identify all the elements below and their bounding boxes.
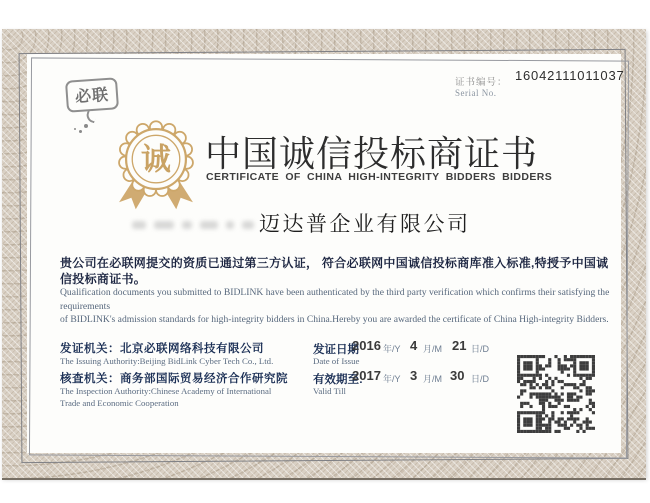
issuing-authority-zh (60, 340, 264, 356)
issuing-authority-label: 发证机关： (60, 343, 120, 355)
certificate-frame (2, 29, 646, 478)
valid-till-label-zh: 有效期至: (313, 374, 363, 386)
serial-label-en: Serial No. (455, 88, 497, 98)
issuing-authority-en: The Issuing Authority:Beijing BidLink Cyber Tech Co., Ltd. (60, 356, 274, 366)
inspection-authority-en-line1: The Inspection Authority:Chinese Academy of International (60, 386, 272, 396)
issue-date-year-unit: 年/Y (383, 344, 401, 354)
certificate-title: 中国诚信投标商证书 (205, 133, 539, 174)
redacted-text-smudge (226, 221, 234, 229)
issuing-authority-value: 北京必联网络科技有限公司 (120, 343, 264, 355)
redacted-text-smudge (242, 221, 254, 229)
body-text-en (60, 286, 620, 327)
body-text-en-line2: of BIDLINK's admission standards for high-integrity bidders in China.Hereby you are awarded the certificate of China High-integrity Bidders. (60, 314, 609, 325)
issue-date-month: 4 (410, 338, 418, 353)
issue-date-month-unit: 月/M (423, 344, 442, 354)
issue-date-label-zh: 发证日期 (313, 344, 359, 356)
redacted-text-smudge (132, 221, 146, 229)
issue-date-day: 21 (452, 338, 467, 353)
redacted-text-smudge (182, 221, 192, 229)
redacted-text-smudge (154, 221, 174, 229)
bubble-dot-icon (84, 124, 88, 128)
issue-date-day-unit: 日/D (471, 344, 490, 354)
valid-till-day-unit: 日/D (471, 374, 490, 384)
qr-code-icon (517, 355, 595, 433)
inspection-authority-label: 核查机关： (60, 373, 120, 385)
valid-till-year: 2017 (352, 368, 381, 383)
valid-till-day: 30 (450, 368, 465, 383)
body-text-zh: 贵公司在必联网提交的资质已通过第三方认证， 符合必联网中国诚信投标商库准入标准,特授予中国诚信投标商证书。 (60, 256, 609, 286)
issue-date-year: 2016 (352, 338, 381, 353)
company-name: 迈达普企业有限公司 (259, 212, 471, 236)
body-text-en-line1: Qualification documents you submitted to BIDLINK have been authenticated by the third party verification which confirms their satisfying the requirements (60, 287, 610, 312)
valid-till-month-unit: 月/M (423, 374, 442, 384)
integrity-badge-icon (112, 117, 200, 217)
bubble-dot-icon (74, 128, 76, 130)
issue-date-label-en: Date of Issue (313, 356, 360, 366)
bubble-dot-icon (79, 130, 82, 133)
badge-character: 诚 (141, 143, 171, 177)
inspection-authority-zh (60, 370, 288, 386)
serial-label-zh: 证书编号： (455, 77, 508, 88)
bidlink-logo-icon (65, 77, 119, 113)
inspection-authority-value: 商务部国际贸易经济合作研究院 (120, 373, 288, 385)
valid-till-label-en: Valid Till (313, 386, 347, 396)
inspection-authority-en-line2: Trade and Economic Cooperation (60, 398, 179, 408)
serial-number: 16042111011037 (515, 68, 625, 83)
redacted-text-smudge (200, 221, 218, 229)
certificate-subtitle: CERTIFICATE OF CHINA HIGH-INTEGRITY BIDDERS BIDDERS (206, 171, 553, 183)
valid-till-month: 3 (410, 368, 418, 383)
valid-till-year-unit: 年/Y (383, 374, 401, 384)
bidlink-logo-text: 必联 (74, 86, 110, 107)
